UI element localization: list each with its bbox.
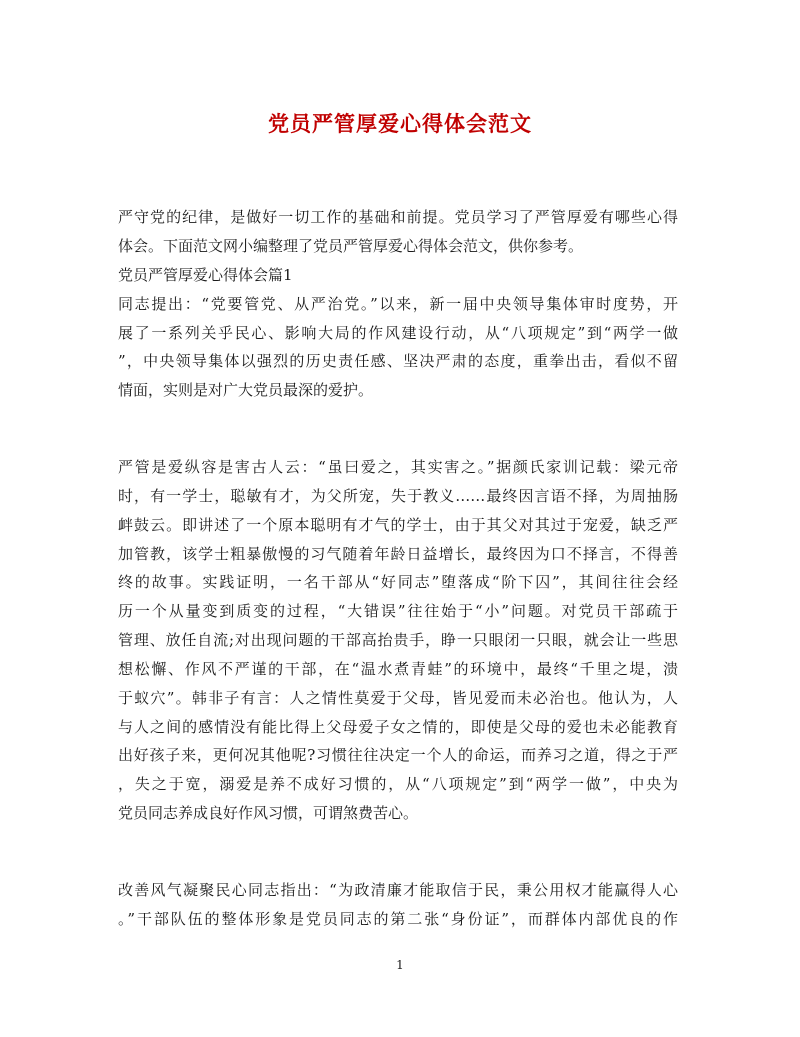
- page-number: 1: [396, 958, 404, 972]
- text-line: 于蚁穴”。韩非子有言：人之情性莫爱于父母，皆见爱而未必治也。他认为，人: [118, 689, 678, 707]
- text-line: 展了一系列关乎民心、影响大局的作风建设行动，从“八项规定”到“两学一做: [118, 324, 678, 342]
- text-line: 加管教，该学士粗暴傲慢的习气随着年龄日益增长，最终因为口不择言，不得善: [118, 545, 678, 563]
- text-line: 衅鼓云。即讲述了一个原本聪明有才气的学士，由于其父对其过于宠爱，缺乏严: [118, 516, 678, 534]
- text-line: ”，中央领导集体以强烈的历史责任感、坚决严肃的态度，重拳出击，看似不留: [118, 352, 678, 370]
- text-line: 体会。下面范文网小编整理了党员严管厚爱心得体会范文，供你参考。: [118, 237, 584, 255]
- text-line: 同志提出：“党要管党、从严治党。”以来，新一届中央领导集体审时度势，开: [118, 295, 678, 313]
- text-line: 历一个从量变到质变的过程，“大错误”往往始于“小”问题。对党员干部疏于: [118, 602, 678, 620]
- text-line: ，失之于宽，溺爱是养不成好习惯的，从“八项规定”到“两学一做”，中央为: [118, 775, 678, 793]
- text-line: 终的故事。实践证明，一名干部从“好同志”堕落成“阶下囚”，其间往往会经: [118, 573, 678, 591]
- text-line: 出好孩子来，更何况其他呢?习惯往往决定一个人的命运，而养习之道，得之于严: [118, 746, 678, 764]
- section-heading: 党员严管厚爱心得体会篇1: [118, 266, 293, 284]
- text-line: 想松懈、作风不严谨的干部，在“温水煮青蛙”的环境中，最终“千里之堤，溃: [118, 660, 678, 678]
- text-line: 管理、放任自流;对出现问题的干部高抬贵手，睁一只眼闭一只眼，就会让一些思: [118, 631, 678, 649]
- text-line: 党员同志养成良好作风习惯，可谓煞费苦心。: [118, 804, 419, 822]
- text-line: 。”干部队伍的整体形象是党员同志的第二张“身份证”，而群体内部优良的作: [118, 910, 678, 928]
- document-title: 党员严管厚爱心得体会范文: [268, 111, 532, 136]
- text-line: 严守党的纪律，是做好一切工作的基础和前提。党员学习了严管厚爱有哪些心得: [118, 208, 678, 226]
- text-line: 情面，实则是对广大党员最深的爱护。: [118, 381, 374, 399]
- text-line: 时，有一学士，聪敏有才，为父所宠，失于教义……最终因言语不择，为周抽肠: [118, 487, 678, 505]
- text-line: 严管是爱纵容是害古人云：“虽曰爱之，其实害之。”据颜氏家训记载：梁元帝: [118, 458, 678, 476]
- text-line: 与人之间的感情没有能比得上父母爱子女之情的，即使是父母的爱也未必能教育: [118, 718, 678, 736]
- text-line: 改善风气凝聚民心同志指出：“为政清廉才能取信于民，秉公用权才能赢得人心: [118, 881, 678, 899]
